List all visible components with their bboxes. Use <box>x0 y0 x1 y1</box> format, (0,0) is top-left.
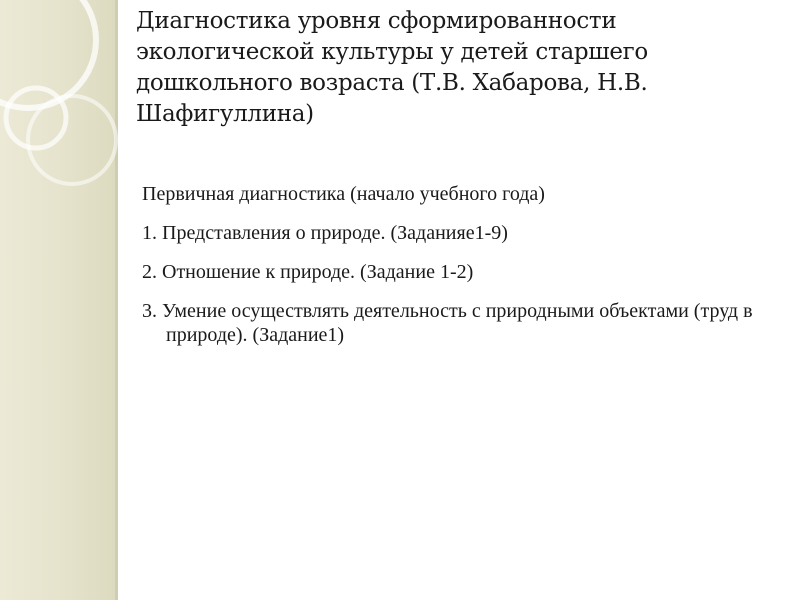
intro-line: Первичная диагностика (начало учебного года) <box>142 183 545 205</box>
decorative-circles <box>0 0 118 260</box>
slide-title: Диагностика уровня сформированности экологической культуры у детей старшего дошкольного возраста (Т.В. Хабарова, Н.В. Шафигуллина) <box>136 8 648 127</box>
list-item: 3. Умение осуществлять деятельность с природными объектами (труд в природе). (Задание1) <box>142 300 753 346</box>
ring-circle <box>28 96 116 184</box>
list-item: 2. Отношение к природе. (Задание 1-2) <box>142 261 474 283</box>
list-item: 1. Представления о природе. (Заданияе1-9) <box>142 222 508 244</box>
slide-content <box>142 182 782 362</box>
